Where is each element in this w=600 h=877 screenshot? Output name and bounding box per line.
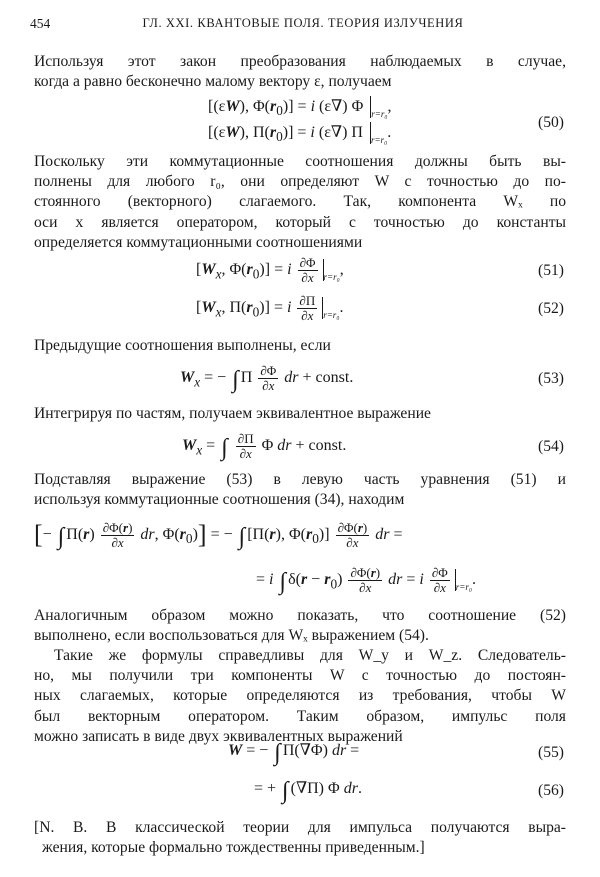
text-line: Поскольку эти коммутационные соотношения должны быть вы- <box>34 153 566 170</box>
text-line: выполнено, если воспользоваться для Wₓ выражением (54). <box>34 627 429 645</box>
text-line: Аналогичным образом можно показать, что соотношение (52) <box>34 607 566 624</box>
text-line: но, мы получили три компоненты W с точностью до постоян- <box>34 667 566 685</box>
const-term: const. <box>308 437 347 455</box>
text-line: полнены для любого r₀, они определяют W с точностью до по- <box>34 173 566 191</box>
running-head: ГЛ. XXI. КВАНТОВЫЕ ПОЛЯ. ТЕОРИЯ ИЗЛУЧЕНИЯ <box>142 16 464 30</box>
text-line: определяется коммутационными соотношениями <box>34 233 363 251</box>
equation-number: (52) <box>538 300 564 317</box>
text-line: Такие же формулы справедливы для W_y и W_z. Следователь- <box>54 647 566 664</box>
paragraph-1 <box>34 52 566 92</box>
text-line: Используя этот закон преобразования наблюдаемых в случае, <box>34 53 566 70</box>
equation-52: [$W_x$, $\Pi(r_0)] = i$ $\frac{\partial\Pi}{\partial x}$ $_{r=r_0}$. <box>196 293 344 323</box>
equation-number: (55) <box>538 744 564 761</box>
text-line: когда a равно бесконечно малому вектору ε, получаем <box>34 73 392 91</box>
text-line: стоянного (векторного) слагаемого. Так, компонента Wₓ по <box>34 193 566 211</box>
equation-50a: [(εW), $\Phi(r_0)] = i$ (ε∇) Φ $_{r=r_0}$, <box>208 98 392 119</box>
paragraph-3 <box>34 336 566 356</box>
equation-number: (56) <box>538 782 564 799</box>
paragraph-4 <box>34 404 566 424</box>
equation-derivation-line2: = i ∫ $\delta(r - r_0)$ $\frac{\partial\Phi(r)}{\partial x}$ dr = i $\frac{\partial\Phi}{\partial x}$ $_{r=r_0}$. <box>256 565 476 596</box>
page-number: 454 <box>30 16 51 31</box>
paragraph-5 <box>34 470 566 510</box>
text-line: Подставляя выражение (53) в левую часть уравнения (51) и <box>34 471 566 488</box>
paragraph-2 <box>34 152 566 253</box>
nota-bene <box>34 818 566 858</box>
equation-number: (50) <box>538 114 564 131</box>
equation-55: W = − ∫ Π(∇Φ) dr = <box>228 740 360 766</box>
text-line: был векторным оператором. Таким образом, импульс поля <box>34 707 566 725</box>
equation-54: $W_x$ = ∫ $\frac{\partial\Pi}{\partial x}$ Φ dr + const. <box>182 431 347 462</box>
paragraph-6 <box>34 606 566 646</box>
equation-53: $W_x$ = − ∫ Π $\frac{\partial\Phi}{\partial x}$ dr + const. <box>180 363 354 394</box>
equation-56: = + ∫ (∇Π) Φ dr. <box>254 778 362 804</box>
equation-number: (53) <box>538 370 564 387</box>
text-line: [N. B. В классической теории для импульса получаются выра- <box>34 819 566 836</box>
equation-50b: [(εW), $\Pi(r_0)] = i$ (ε∇) Π $_{r=r_0}$. <box>208 124 392 145</box>
const-term: const. <box>315 369 354 387</box>
text-line: используя коммутационные соотношения (34), находим <box>34 491 405 509</box>
equation-derivation-line1: [− ∫ Π(r) $\frac{\partial\Phi(r)}{\partial x}$ dr, $\Phi(r_0)$] = − ∫ [Π(r), $\Phi(r_0)$] $\frac{\partial\Phi(r)}{\partial x}$ dr = <box>34 519 403 550</box>
paragraph-7 <box>34 646 566 747</box>
text-line: жения, которые формально тождественны приведенным.] <box>42 839 425 857</box>
page-header <box>30 16 576 36</box>
equation-51: [$W_x$, $\Phi(r_0)] = i$ $\frac{\partial\Phi}{\partial x}$ $_{r=r_0}$, <box>196 255 344 285</box>
text-line: можно записать в виде двух эквивалентных выражений <box>34 727 403 745</box>
equation-number: (51) <box>538 262 564 279</box>
equation-number: (54) <box>538 438 564 455</box>
text-line: ных слагаемых, которые определяются из требования, чтобы W <box>34 687 566 705</box>
text-line: Интегрируя по частям, получаем эквивалентное выражение <box>34 405 431 422</box>
text-line: оси x является оператором, который с точностью до константы <box>34 213 566 231</box>
text-line: Предыдущие соотношения выполнены, если <box>34 337 331 354</box>
